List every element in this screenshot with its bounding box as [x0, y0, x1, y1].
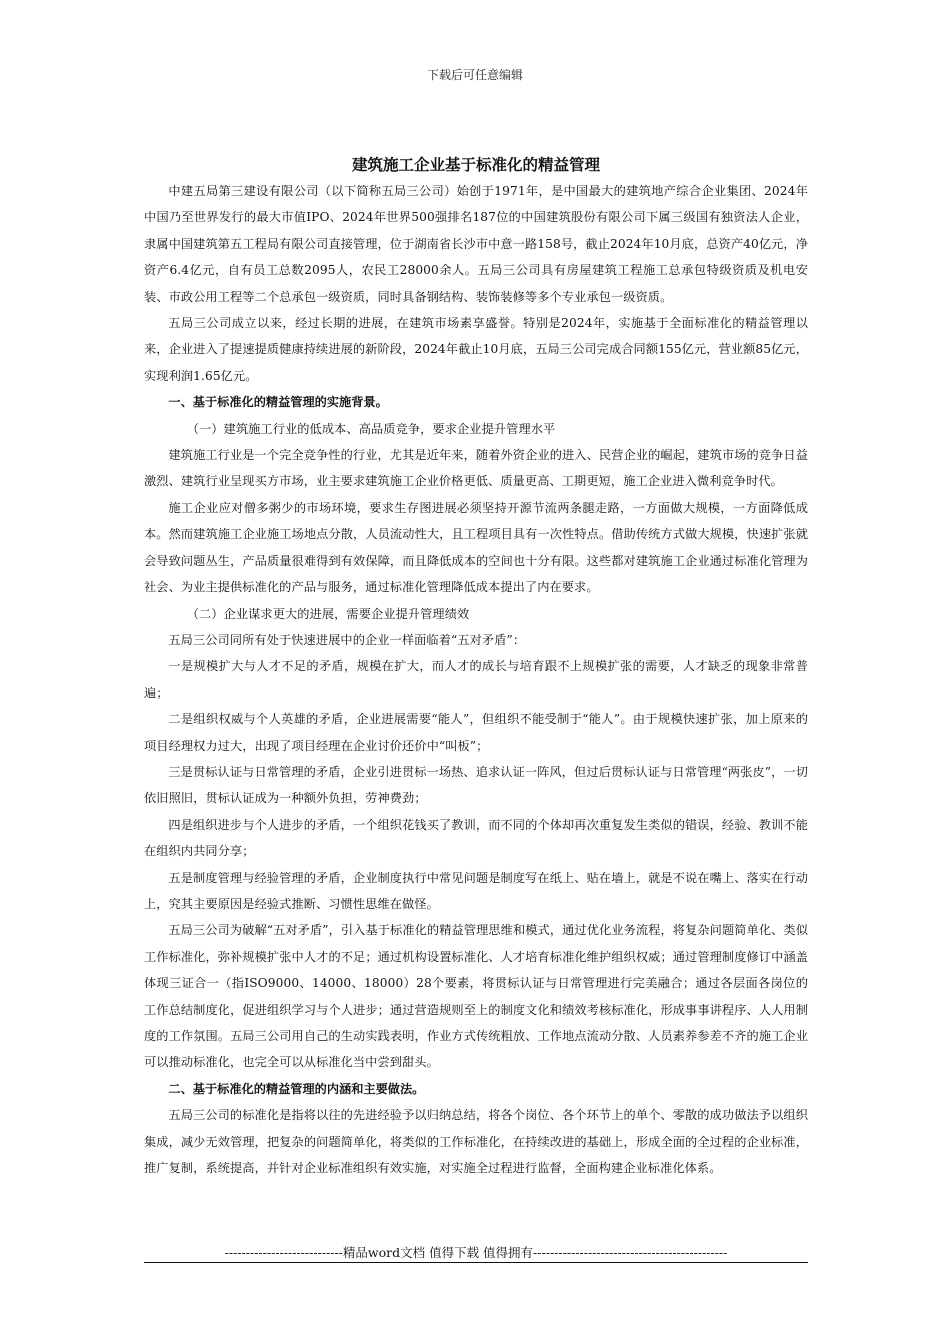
document-body [144, 152, 808, 1181]
paragraph-contradiction-1: 一是规模扩大与人才不足的矛盾，规模在扩大，而人才的成长与培育跟不上规模扩张的需要，人才缺乏的现象非常普遍； [144, 659, 808, 700]
subsection-heading-1: （一）建筑施工行业的低成本、高品质竞争，要求企业提升管理水平 [186, 421, 556, 436]
paragraph-solution: 五局三公司为破解“五对矛盾”，引入基于标准化的精益管理思维和模式，通过优化业务流程，将复杂问题简单化、类似工作标准化，弥补规模扩张中人才的不足；通过机构设置标准化、人才培育标准化维护组织权威；通过管理制度修订中涵盖体现三证合一（指ISO9000、14000、18000）28个要素，将贯标认证与日常管理进行完美融合；通过各层面各岗位的工作总结制度化，促进组织学习与个人进步；通过营造规则至上的制度文化和绩效考核标准化，形成事事讲程序、人人用制度的工作氛围。五局三公司用自己的生动实践表明，作业方式传统粗放、工作地点流动分散、人员素养参差不齐的施工企业可以推动标准化，也完全可以从标准化当中尝到甜头。 [144, 923, 808, 1070]
subsection-heading-2: （二）企业谋求更大的进展，需要企业提升管理绩效 [186, 606, 470, 621]
paragraph-contradiction-5: 五是制度管理与经验管理的矛盾，企业制度执行中常见问题是制度写在纸上、贴在墙上，就是不说在嘴上、落实在行动上，究其主要原因是经验式推断、习惯性思维在做怪。 [144, 870, 808, 911]
paragraph-industry: 建筑施工行业是一个完全竞争性的行业，尤其是近年来，随着外资企业的进入、民营企业的崛起，建筑市场的竞争日益激烈、建筑行业呈现买方市场，业主要求建筑施工企业价格更低、质量更高、工期更短，施工企业进入微利竞争时代。 [144, 448, 808, 489]
paragraph-contradiction-3: 三是贯标认证与日常管理的矛盾，企业引进贯标一场热、追求认证一阵风，但过后贯标认证与日常管理“两张皮”，一切依旧照旧，贯标认证成为一种额外负担，劳神费劲； [144, 764, 808, 806]
paragraph-company-intro: 中建五局第三建设有限公司（以下简称五局三公司）始创于1971年，是中国最大的建筑地产综合企业集团、2024年中国乃至世界发行的最大市值IPO、2024年世界500强排名187位的中国建筑股份有限公司下属三级国有独资法人企业，隶属中国建筑第五工程局有限公司直接管理，位于湖南省长沙市中意一路158号，截止2024年10月底，总资产40亿元，净资产6.4亿元，自有员工总数2095人，农民工28000余人。五局三公司具有房屋建筑工程施工总承包特级资质及机电安装、市政公用工程等二个总承包一级资质，同时具备钢结构、装饰装修等多个专业承包一级资质。 [144, 184, 808, 304]
header-note: 下载后可任意编辑 [426, 68, 523, 82]
paragraph-market-environment: 施工企业应对僧多粥少的市场环境，要求生存图进展必须坚持开源节流两条腿走路，一方面做大规模，一方面降低成本。然而建筑施工企业施工场地点分散，人员流动性大，且工程项目具有一次性特点。借助传统方式做大规模，快速扩张就会导致问题丛生，产品质量很难得到有效保障，而且降低成本的空间也十分有限。这些都对建筑施工企业通过标准化管理为社会、为业主提供标准化的产品与服务，通过标准化管理降低成本提出了内在要求。 [144, 500, 808, 595]
section-heading-2: 二、基于标准化的精益管理的内涵和主要做法。 [168, 1081, 425, 1096]
paragraph-company-progress: 五局三公司成立以来，经过长期的进展，在建筑市场素享盛誉。特别是2024年，实施基于全面标准化的精益管理以来，企业进入了提速提质健康持续进展的新阶段，2024年截止10月底，五局三公司完成合同额155亿元，营业额85亿元，实现利润1.65亿元。 [144, 316, 808, 383]
paragraph-contradiction-2: 二是组织权威与个人英雄的矛盾，企业进展需要“能人”，但组织不能受制于“能人”。由于规模快速扩张，加上原来的项目经理权力过大，出现了项目经理在企业讨价还价中“叫板”； [144, 712, 808, 753]
footer-divider [144, 1262, 808, 1263]
paragraph-five-contradictions: 五局三公司同所有处于快速进展中的企业一样面临着“五对矛盾”： [168, 632, 526, 647]
section-heading-1: 一、基于标准化的精益管理的实施背景。 [168, 395, 388, 410]
paragraph-standardization-definition: 五局三公司的标准化是指将以往的先进经验予以归纳总结，将各个岗位、各个环节上的单个、零散的成功做法予以组织集成，减少无效管理，把复杂的问题简单化，将类似的工作标准化，在持续改进的基础上，形成全面的全过程的企业标准，推广复制，系统提高，并针对企业标准组织有效实施，对实施全过程进行监督，全面构建企业标准化体系。 [144, 1108, 808, 1176]
paragraph-contradiction-4: 四是组织进步与个人进步的矛盾，一个组织花钱买了教训，而不同的个体却再次重复发生类似的错误，经验、教训不能在组织内共同分享； [144, 817, 808, 859]
footer-note: ----------------------------精品word文档 值得下载 值得拥有---------------------------------------------- [224, 1245, 728, 1260]
document-title: 建筑施工企业基于标准化的精益管理 [351, 156, 600, 174]
